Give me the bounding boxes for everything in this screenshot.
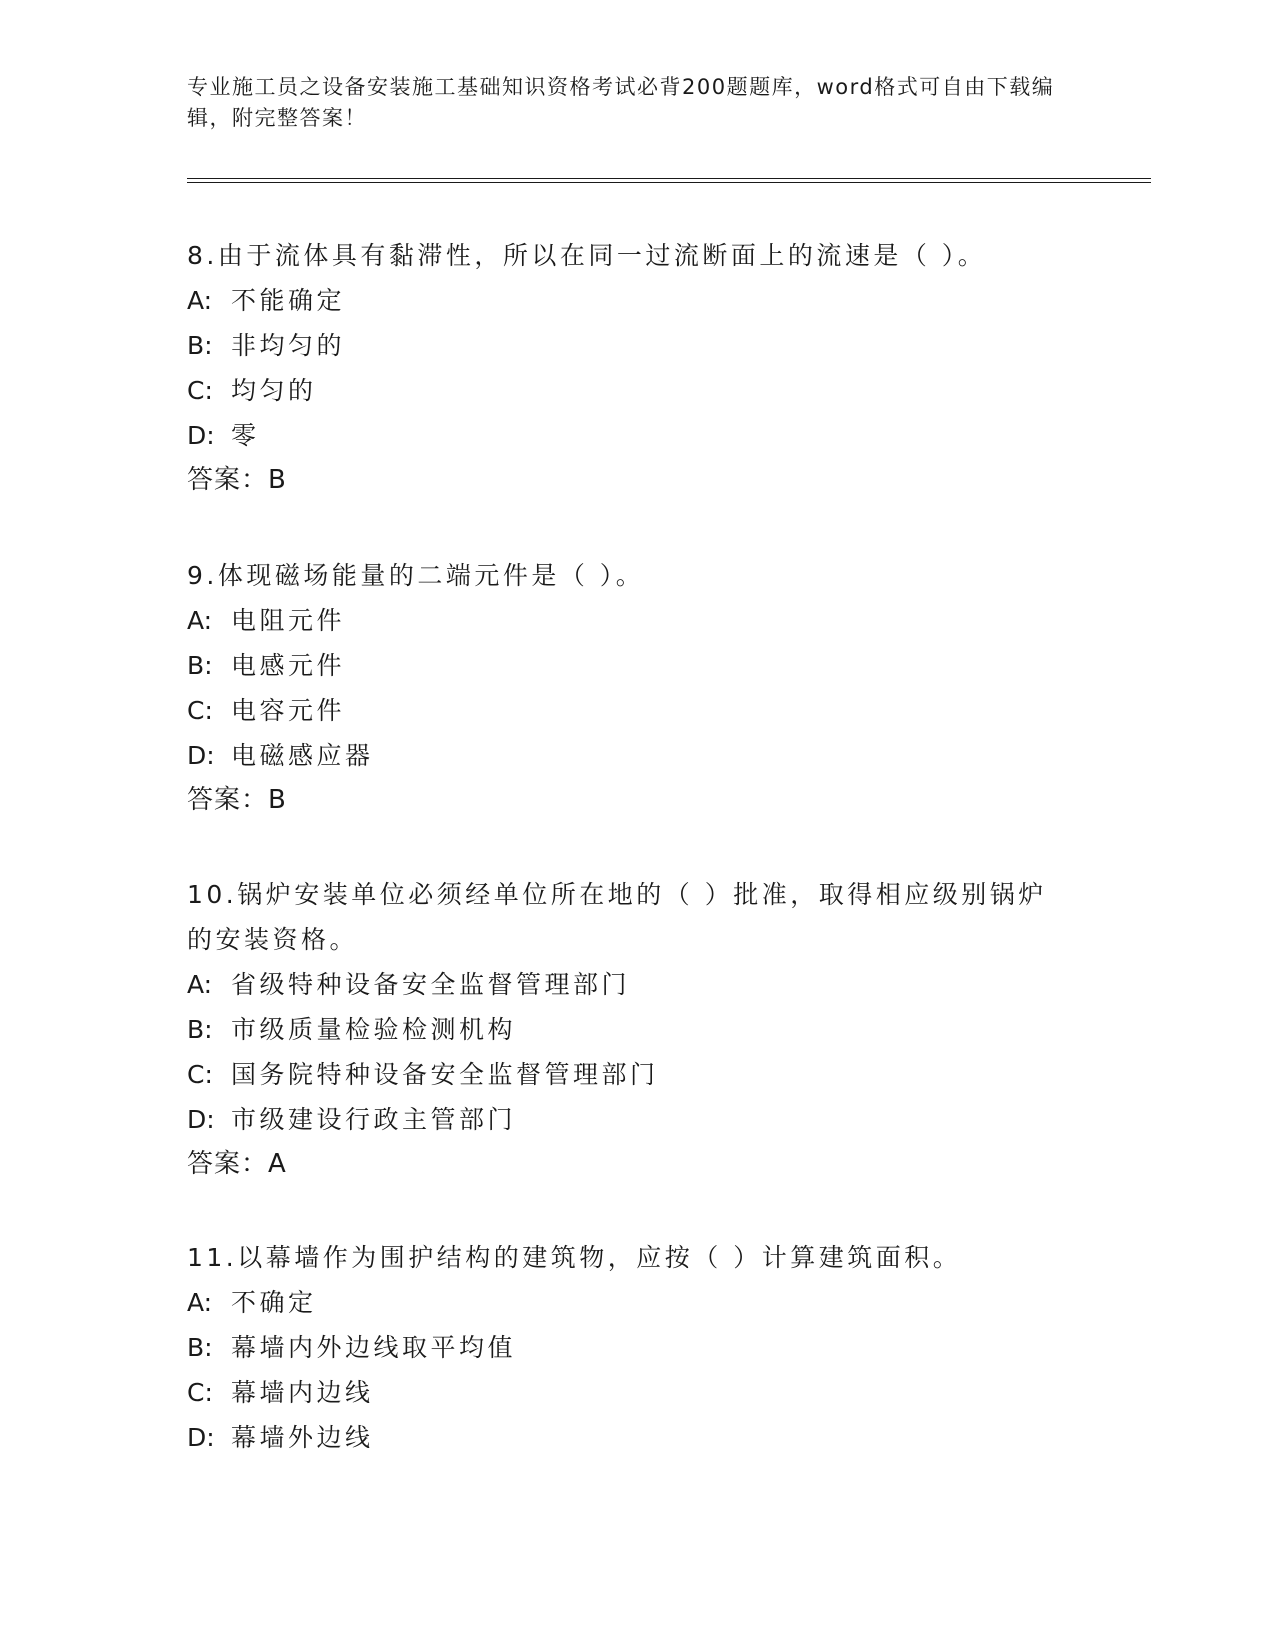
option-key: C:: [187, 1378, 213, 1407]
answer-line: 答案：B: [187, 785, 287, 815]
option-text: 幕墙内边线: [231, 1378, 374, 1407]
question-stem: 8.由于流体具有黏滞性，所以在同一过流断面上的流速是（ ）。: [187, 241, 987, 270]
option-key: D:: [187, 741, 215, 770]
option-d: [187, 1097, 1067, 1142]
option-text: 幕墙内外边线取平均值: [231, 1333, 517, 1362]
option-b: [187, 643, 1067, 688]
question-8: [187, 233, 1067, 503]
option-a: [187, 1280, 1067, 1325]
option-text: 电磁感应器: [231, 741, 374, 770]
option-text: 非均匀的: [231, 331, 346, 360]
option-text: 不确定: [231, 1288, 317, 1317]
option-b: [187, 1325, 1067, 1370]
option-text: 电阻元件: [231, 606, 346, 635]
option-b: [187, 1007, 1067, 1052]
question-9: [187, 553, 1067, 823]
answer-line: 答案：B: [187, 465, 287, 495]
option-key: B:: [187, 651, 213, 680]
option-text: 国务院特种设备安全监督管理部门: [231, 1060, 659, 1089]
option-key: D:: [187, 1423, 215, 1452]
option-c: [187, 1370, 1067, 1415]
option-key: C:: [187, 376, 213, 405]
option-key: B:: [187, 1015, 213, 1044]
option-text: 市级建设行政主管部门: [231, 1105, 517, 1134]
option-a: [187, 598, 1067, 643]
header-divider-top: [187, 178, 1151, 179]
option-c: [187, 688, 1067, 733]
option-text: 幕墙外边线: [231, 1423, 374, 1452]
header-divider-bottom: [187, 182, 1151, 183]
option-a: [187, 962, 1067, 1007]
option-c: [187, 368, 1067, 413]
option-key: C:: [187, 696, 213, 725]
option-b: [187, 323, 1067, 368]
option-text: 电容元件: [231, 696, 346, 725]
option-key: A:: [187, 970, 213, 999]
option-key: C:: [187, 1060, 213, 1089]
question-stem: 10.锅炉安装单位必须经单位所在地的（ ）批准，取得相应级别锅炉的安装资格。: [187, 880, 1047, 954]
option-d: [187, 413, 1067, 458]
question-11: [187, 1235, 1067, 1460]
option-key: A:: [187, 1288, 213, 1317]
question-10: [187, 872, 1067, 1187]
option-key: D:: [187, 421, 215, 450]
option-text: 电感元件: [231, 651, 346, 680]
option-a: [187, 278, 1067, 323]
option-key: A:: [187, 286, 213, 315]
document-header: 专业施工员之设备安装施工基础知识资格考试必背200题题库，word格式可自由下载编辑，附完整答案！: [187, 75, 1055, 130]
question-stem: 9.体现磁场能量的二端元件是（ ）。: [187, 561, 645, 590]
option-key: B:: [187, 1333, 213, 1362]
option-c: [187, 1052, 1067, 1097]
option-text: 均匀的: [231, 376, 317, 405]
option-d: [187, 1415, 1067, 1460]
option-text: 市级质量检验检测机构: [231, 1015, 517, 1044]
option-key: B:: [187, 331, 213, 360]
option-d: [187, 733, 1067, 778]
question-stem: 11.以幕墙作为围护结构的建筑物，应按（ ）计算建筑面积。: [187, 1243, 962, 1272]
option-key: A:: [187, 606, 213, 635]
option-text: 省级特种设备安全监督管理部门: [231, 970, 631, 999]
option-key: D:: [187, 1105, 215, 1134]
option-text: 零: [231, 421, 260, 450]
option-text: 不能确定: [231, 286, 346, 315]
answer-line: 答案：A: [187, 1149, 287, 1179]
